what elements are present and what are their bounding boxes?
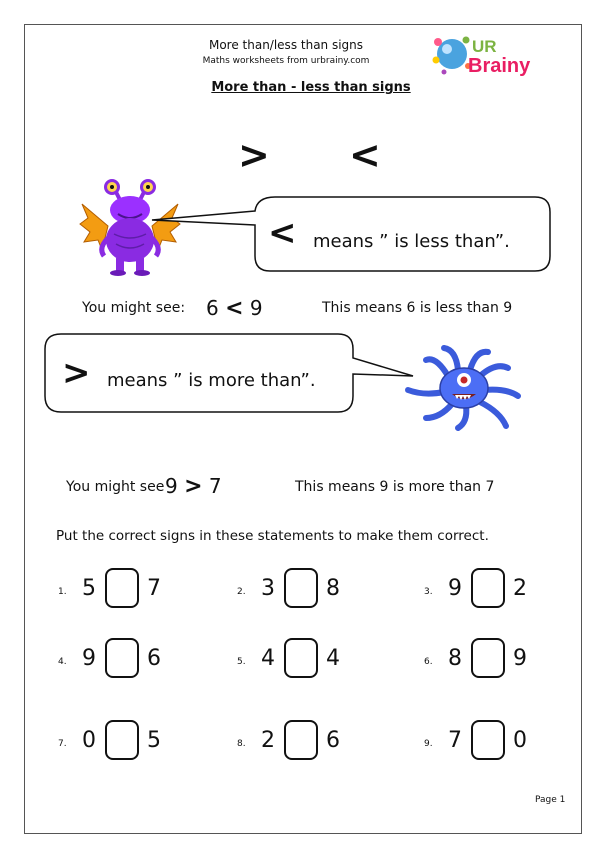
question-right-value: 2 — [513, 576, 527, 601]
question-left-value: 2 — [261, 728, 275, 753]
question-left-value: 3 — [261, 576, 275, 601]
page-number: Page 1 — [535, 795, 566, 805]
example-less-symbol: < — [225, 296, 244, 321]
blue-tentacle-monster-icon — [396, 346, 526, 430]
question-right-value: 6 — [326, 728, 340, 753]
answer-box[interactable] — [471, 720, 505, 760]
less-than-symbol: < — [349, 133, 381, 177]
answer-box[interactable] — [471, 638, 505, 678]
answer-box[interactable] — [105, 568, 139, 608]
bubble-less-text: means ” is less than”. — [313, 231, 510, 252]
question-right-value: 0 — [513, 728, 527, 753]
example-less-meaning: This means 6 is less than 9 — [322, 300, 513, 316]
bubble-more-symbol: > — [62, 353, 91, 393]
question-left-value: 0 — [82, 728, 96, 753]
example-more-right: 7 — [208, 474, 222, 498]
question-right-value: 9 — [513, 646, 527, 671]
urbrainy-logo-icon — [430, 28, 550, 78]
question-right-value: 5 — [147, 728, 161, 753]
question-right-value: 6 — [147, 646, 161, 671]
answer-box[interactable] — [105, 638, 139, 678]
question-left-value: 9 — [448, 576, 462, 601]
answer-box[interactable] — [105, 720, 139, 760]
question-left-value: 7 — [448, 728, 462, 753]
question-number: 4. — [58, 657, 67, 667]
example-less-right: 9 — [249, 296, 263, 320]
question-number: 3. — [424, 587, 433, 597]
answer-box[interactable] — [471, 568, 505, 608]
example-more-prefix: You might see — [66, 479, 165, 495]
example-more-meaning: This means 9 is more than 7 — [295, 479, 495, 495]
question-number: 8. — [237, 739, 246, 749]
question-number: 5. — [237, 657, 246, 667]
question-right-value: 4 — [326, 646, 340, 671]
example-more-left: 9 — [165, 474, 178, 498]
answer-box[interactable] — [284, 720, 318, 760]
example-more-expression — [165, 474, 222, 499]
greater-than-symbol: > — [238, 133, 270, 177]
answer-box[interactable] — [284, 568, 318, 608]
question-number: 1. — [58, 587, 67, 597]
question-right-value: 8 — [326, 576, 340, 601]
worksheet-subtitle: Maths worksheets from urbrainy.com — [202, 56, 370, 66]
answer-box[interactable] — [284, 638, 318, 678]
instruction-text: Put the correct signs in these statements to make them correct. — [56, 528, 489, 544]
question-number: 7. — [58, 739, 67, 749]
example-more-symbol: > — [184, 474, 203, 499]
logo-text-top: UR — [472, 37, 497, 56]
question-left-value: 8 — [448, 646, 462, 671]
example-less-left: 6 — [206, 296, 219, 320]
bubble-less-symbol: < — [268, 213, 297, 253]
question-right-value: 7 — [147, 576, 161, 601]
main-heading: More than - less than signs — [211, 80, 411, 95]
question-number: 9. — [424, 739, 433, 749]
logo-text-bottom: Brainy — [468, 55, 531, 77]
worksheet-title: More than/less than signs — [208, 38, 364, 52]
question-left-value: 5 — [82, 576, 96, 601]
question-number: 2. — [237, 587, 246, 597]
bubble-more-text: means ” is more than”. — [107, 370, 316, 391]
example-less-expression — [206, 296, 263, 321]
question-number: 6. — [424, 657, 433, 667]
example-less-prefix: You might see: — [82, 300, 186, 316]
question-left-value: 4 — [261, 646, 275, 671]
question-left-value: 9 — [82, 646, 96, 671]
